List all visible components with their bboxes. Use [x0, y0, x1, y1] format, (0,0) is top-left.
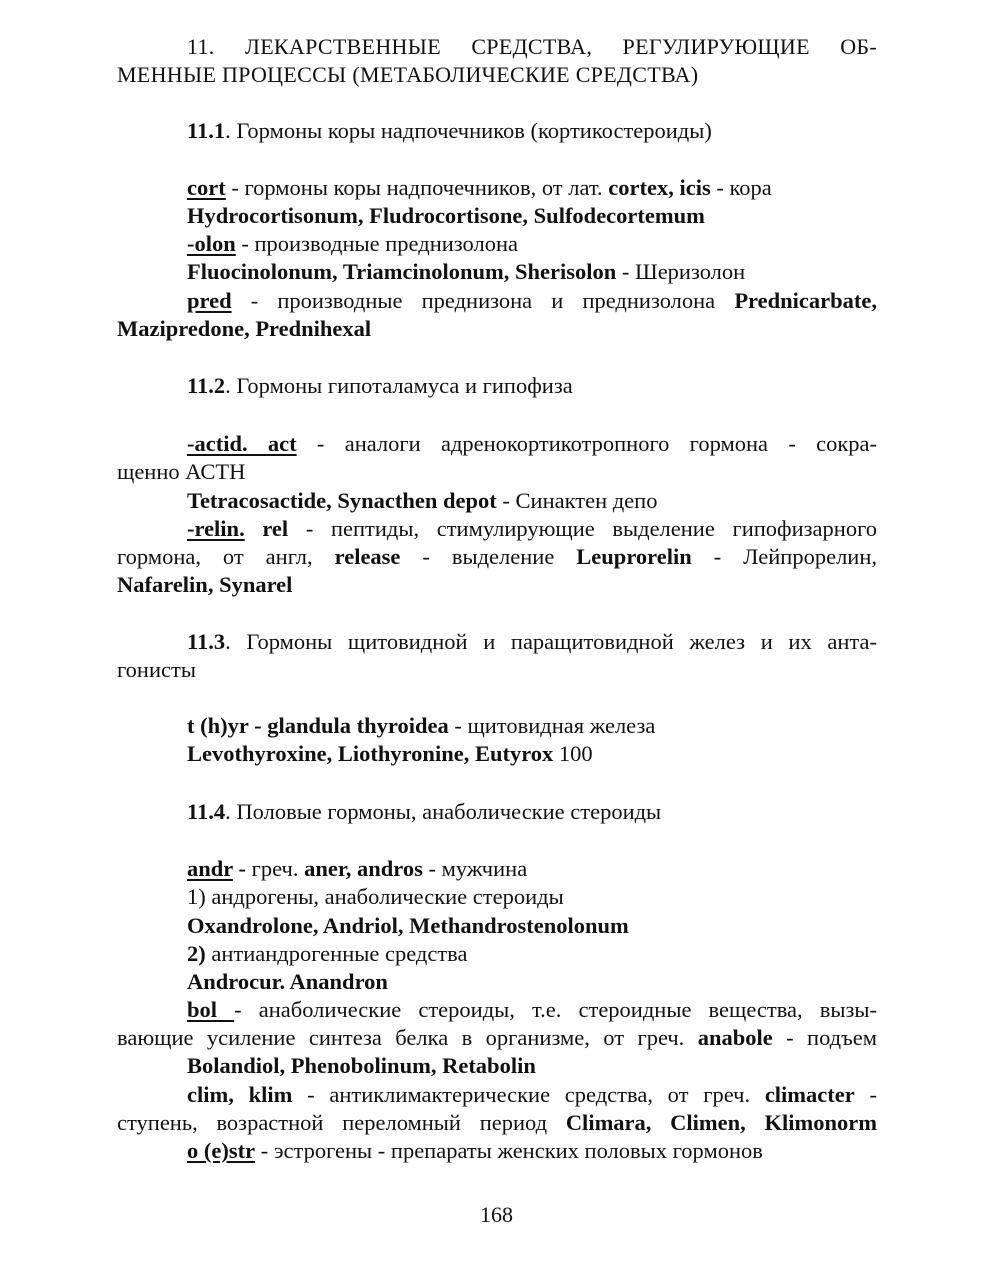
entry-thyr: t (h)yr - glandula thyroidea - щитовидная железа [187, 713, 656, 738]
entry-clim-cont: ступень, возрастной переломный период Climara, Climen, Klimonorm [117, 1110, 878, 1135]
entry-pred-cont: Mazipredone, Prednihexal [117, 316, 372, 341]
entry-andr-1: 1) андрогены, анаболические стероиды [187, 884, 564, 909]
entry-andr: andr - греч. aner, andros - мужчина [187, 856, 528, 881]
entry-relin-cont-2: Nafarelin, Synarel [117, 572, 293, 597]
entry-bol: bol - анаболические стероиды, т.е. стероидные вещества, вызы- [187, 997, 878, 1022]
entry-cort: cort - гормоны коры надпочечников, от лат. cortex, icis - кора [187, 175, 772, 200]
section-heading-11-1: 11.1. Гормоны коры надпочечников (кортикостероиды) [187, 118, 712, 143]
section-heading-11-2: 11.2. Гормоны гипоталамуса и гипофиза [187, 373, 573, 398]
page-number: 168 [480, 1202, 513, 1227]
section-heading-11-3-cont: гонисты [117, 657, 196, 682]
chapter-title-line-2: МЕННЫЕ ПРОЦЕССЫ (МЕТАБОЛИЧЕСКИЕ СРЕДСТВА) [117, 62, 699, 87]
chapter-title-line-1: 11. ЛЕКАРСТВЕННЫЕ СРЕДСТВА, РЕГУЛИРУЮЩИЕ ОБ- [187, 34, 877, 59]
entry-andr-1-examples: Oxandrolone, Andriol, Methandrostenolonum [187, 913, 629, 938]
entry-estr: o (e)str - эстрогены - препараты женских половых гормонов [187, 1138, 763, 1163]
entry-olon: -olon - производные преднизолона [187, 231, 518, 256]
entry-relin: -relin. rel - пептиды, стимулирующие выделение гипофизарного [187, 516, 877, 541]
section-heading-11-3: 11.3. Гормоны щитовидной и паращитовидной желез и их анта- [187, 629, 877, 654]
section-heading-11-4: 11.4. Половые гормоны, анаболические стероиды [187, 799, 662, 824]
entry-actid-cont: щенно АСТН [117, 459, 246, 484]
entry-olon-examples: Fluocinolonum, Triamcinolonum, Sherisolon - Шеризолон [187, 259, 746, 284]
entry-actid: -actid. act - аналоги адренокортикотропного гормона - сокра- [187, 431, 877, 456]
entry-bol-examples: Bolandiol, Phenobolinum, Retabolin [187, 1053, 536, 1078]
entry-actid-examples: Tetracosactide, Synacthen depot - Синактен депо [187, 488, 658, 513]
entry-andr-2: 2) антиандрогенные средства [187, 941, 468, 966]
entry-relin-cont: гормона, от англ, release - выделение Leuprorelin - Лейпрорелин, [117, 544, 878, 569]
entry-clim: clim, klim - антиклимактерические средства, от греч. climacter - [187, 1082, 877, 1107]
entry-andr-2-examples: Androcur. Anandron [187, 969, 388, 994]
entry-thyr-examples: Levothyroxine, Liothyronine, Eutyrox 100 [187, 741, 593, 766]
entry-bol-cont: вающие усиление синтеза белка в организме, от греч. anabole - подъем [117, 1025, 877, 1050]
entry-pred: pred - производные преднизона и преднизолона Prednicarbate, [187, 288, 877, 313]
entry-cort-examples: Hydrocortisonum, Fludrocortisone, Sulfodecortemum [187, 203, 705, 228]
